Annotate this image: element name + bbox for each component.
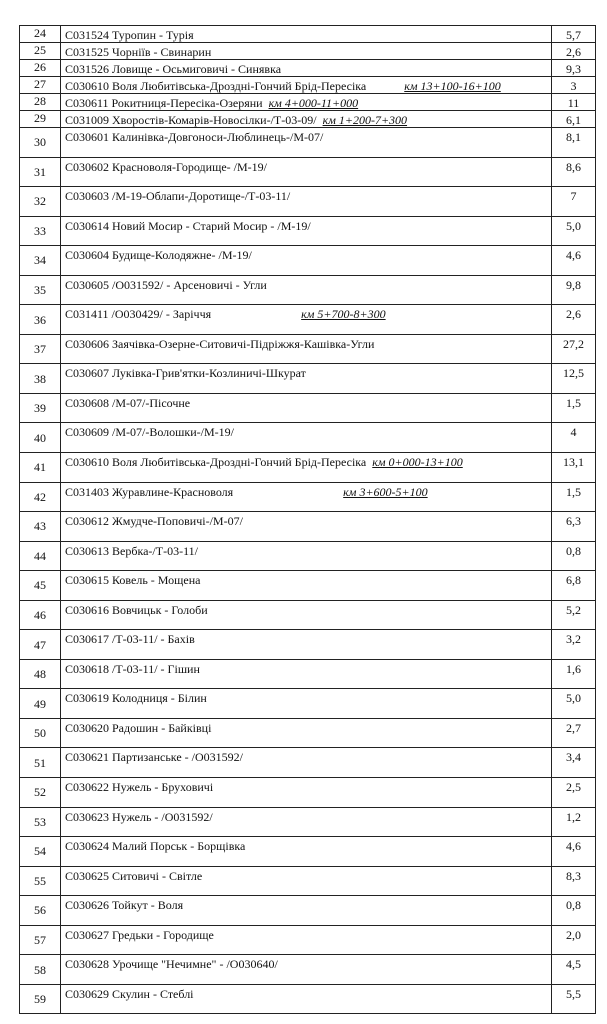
road-length: 1,5	[552, 393, 596, 423]
road-name-cell	[61, 925, 552, 955]
row-number: 37	[20, 334, 61, 364]
road-length: 12,5	[552, 364, 596, 394]
road-name: С031403 Журавлине-Красноволя	[65, 484, 234, 499]
road-name-cell	[61, 600, 552, 630]
row-number: 30	[20, 128, 61, 158]
road-name: С030628 Урочище "Нечимне" - /О030640/	[65, 957, 278, 972]
table-row	[20, 334, 596, 364]
road-name-cell	[61, 453, 552, 483]
row-number: 48	[20, 659, 61, 689]
table-row	[20, 364, 596, 394]
table-row	[20, 246, 596, 276]
row-number: 41	[20, 453, 61, 483]
road-name: С030626 Тойкут - Воля	[65, 898, 184, 913]
row-number: 43	[20, 512, 61, 542]
road-length: 2,5	[552, 778, 596, 808]
road-length: 8,1	[552, 128, 596, 158]
row-number: 59	[20, 984, 61, 1014]
road-name: С030607 Луківка-Грив'ятки-Козлиничі-Шкурат	[65, 366, 306, 381]
table-row	[20, 718, 596, 748]
road-name: С030608 /М-07/-Пісочне	[65, 395, 191, 410]
road-length: 2,7	[552, 718, 596, 748]
road-name: С030602 Красноволя-Городище- /М-19/	[65, 159, 267, 174]
row-number: 58	[20, 955, 61, 985]
road-name-cell	[61, 157, 552, 187]
road-length: 6,3	[552, 512, 596, 542]
table-row	[20, 807, 596, 837]
table-row	[20, 748, 596, 778]
row-number: 36	[20, 305, 61, 335]
table-row	[20, 111, 596, 128]
road-name: С031526 Ловище - Осьмиговичі - Синявка	[65, 62, 282, 76]
road-length: 5,0	[552, 689, 596, 719]
table-row	[20, 600, 596, 630]
road-name: С031525 Чорніїв - Свинарин	[65, 45, 212, 59]
row-number: 33	[20, 216, 61, 246]
row-number: 25	[20, 43, 61, 60]
road-length: 2,0	[552, 925, 596, 955]
road-length: 8,6	[552, 157, 596, 187]
road-name-cell	[61, 111, 552, 128]
road-name-cell	[61, 984, 552, 1014]
road-name-cell	[61, 630, 552, 660]
km-range: км 4+000-11+000	[268, 96, 359, 110]
road-length: 3	[552, 77, 596, 94]
table-row	[20, 216, 596, 246]
road-name: С030621 Партизанське - /О031592/	[65, 750, 243, 765]
row-number: 38	[20, 364, 61, 394]
table-body	[20, 26, 596, 1014]
road-length: 1,6	[552, 659, 596, 689]
road-length: 1,2	[552, 807, 596, 837]
road-name: С030605 /О031592/ - Арсеновичі - Угли	[65, 277, 267, 292]
road-name: С030620 Радошин - Байківці	[65, 720, 212, 735]
road-name-cell	[61, 60, 552, 77]
road-name-cell	[61, 896, 552, 926]
road-length: 4	[552, 423, 596, 453]
road-name-cell	[61, 275, 552, 305]
road-length: 5,5	[552, 984, 596, 1014]
road-name-cell	[61, 866, 552, 896]
road-name: С030604 Будище-Колодяжне- /М-19/	[65, 248, 252, 263]
row-number: 45	[20, 571, 61, 601]
road-name-cell	[61, 246, 552, 276]
table-row	[20, 866, 596, 896]
table-row	[20, 689, 596, 719]
road-length: 9,8	[552, 275, 596, 305]
road-length: 4,6	[552, 837, 596, 867]
road-name-cell	[61, 43, 552, 60]
road-length: 7	[552, 187, 596, 217]
table-row	[20, 659, 596, 689]
table-row	[20, 187, 596, 217]
road-name: С030616 Вовчицьк - Голоби	[65, 602, 208, 617]
road-length: 2,6	[552, 305, 596, 335]
road-name: С030625 Ситовичі - Світле	[65, 868, 203, 883]
road-name: С031009 Хворостів-Комарів-Новосілки-/Т-03-09/	[65, 113, 317, 127]
row-number: 49	[20, 689, 61, 719]
km-range: км 13+100-16+100	[404, 79, 501, 93]
road-name-cell	[61, 423, 552, 453]
table-row	[20, 305, 596, 335]
road-name-cell	[61, 305, 552, 335]
row-number: 26	[20, 60, 61, 77]
road-name: С030601 Калинівка-Довгоноси-Люблинець-/М-07/	[65, 130, 324, 144]
road-length: 2,6	[552, 43, 596, 60]
road-name-cell	[61, 659, 552, 689]
table-row	[20, 541, 596, 571]
road-name: С030603 /М-19-Облапи-Доротище-/Т-03-11/	[65, 189, 291, 204]
table-row	[20, 630, 596, 660]
table-row	[20, 94, 596, 111]
road-length: 0,8	[552, 541, 596, 571]
row-number: 55	[20, 866, 61, 896]
road-name-cell	[61, 94, 552, 111]
road-length: 5,7	[552, 26, 596, 43]
row-number: 31	[20, 157, 61, 187]
row-number: 47	[20, 630, 61, 660]
road-length: 6,1	[552, 111, 596, 128]
row-number: 39	[20, 393, 61, 423]
road-name: С030627 Гредьки - Городище	[65, 927, 214, 942]
road-name: С030609 /М-07/-Волошки-/М-19/	[65, 425, 234, 440]
road-name: С030614 Новий Мосир - Старий Мосир - /М-19/	[65, 218, 311, 233]
road-name: С030629 Скулин - Стеблі	[65, 986, 194, 1001]
road-name: С030615 Ковель - Мощена	[65, 573, 201, 588]
row-number: 53	[20, 807, 61, 837]
road-name-cell	[61, 571, 552, 601]
road-name-cell	[61, 26, 552, 43]
road-name-cell	[61, 334, 552, 364]
road-length: 11	[552, 94, 596, 111]
table-row	[20, 778, 596, 808]
road-name-cell	[61, 748, 552, 778]
road-length: 0,8	[552, 896, 596, 926]
road-length: 3,4	[552, 748, 596, 778]
road-name-cell	[61, 482, 552, 512]
road-name-cell	[61, 541, 552, 571]
table-row	[20, 571, 596, 601]
road-length: 9,3	[552, 60, 596, 77]
table-row	[20, 26, 596, 43]
road-name-cell	[61, 718, 552, 748]
road-name-cell	[61, 807, 552, 837]
road-name: С030619 Колодниця - Білин	[65, 691, 207, 706]
road-length: 4,6	[552, 246, 596, 276]
table-row	[20, 512, 596, 542]
table-row	[20, 482, 596, 512]
row-number: 52	[20, 778, 61, 808]
road-length: 1,5	[552, 482, 596, 512]
table-row	[20, 60, 596, 77]
road-length: 8,3	[552, 866, 596, 896]
table-row	[20, 837, 596, 867]
km-range: км 0+000-13+100	[372, 455, 463, 470]
road-name: С030618 /Т-03-11/ - Гішин	[65, 661, 200, 676]
road-name: С031524 Туропин - Турія	[65, 28, 194, 42]
road-name: С030611 Рокитниця-Пересіка-Озеряни	[65, 96, 263, 110]
road-name: С030623 Нужель - /О031592/	[65, 809, 213, 824]
road-name: С030612 Жмудче-Поповичі-/М-07/	[65, 514, 243, 529]
row-number: 29	[20, 111, 61, 128]
table-row	[20, 984, 596, 1014]
road-length: 13,1	[552, 453, 596, 483]
table-row	[20, 275, 596, 305]
row-number: 44	[20, 541, 61, 571]
table-row	[20, 157, 596, 187]
row-number: 51	[20, 748, 61, 778]
row-number: 24	[20, 26, 61, 43]
row-number: 54	[20, 837, 61, 867]
road-name-cell	[61, 216, 552, 246]
table-row	[20, 43, 596, 60]
table-row	[20, 393, 596, 423]
row-number: 27	[20, 77, 61, 94]
table-row	[20, 128, 596, 158]
table-row	[20, 896, 596, 926]
road-name: С030624 Малий Порськ - Борщівка	[65, 839, 246, 854]
road-length: 5,2	[552, 600, 596, 630]
km-range: км 5+700-8+300	[301, 307, 386, 322]
table-row	[20, 925, 596, 955]
row-number: 46	[20, 600, 61, 630]
km-range: км 1+200-7+300	[322, 113, 408, 127]
row-number: 50	[20, 718, 61, 748]
road-name-cell	[61, 187, 552, 217]
km-range: км 3+600-5+100	[343, 484, 428, 499]
road-name-cell	[61, 128, 552, 158]
road-length: 3,2	[552, 630, 596, 660]
row-number: 32	[20, 187, 61, 217]
road-list-table	[19, 25, 596, 1014]
road-name: С031411 /О030429/ - Заріччя	[65, 307, 212, 322]
table-row	[20, 453, 596, 483]
road-name: С030606 Заячівка-Озерне-Ситовичі-Підріжжя-Кашівка-Угли	[65, 336, 375, 351]
road-name-cell	[61, 689, 552, 719]
road-name-cell	[61, 77, 552, 94]
road-name: С030613 Вербка-/Т-03-11/	[65, 543, 198, 558]
road-length: 27,2	[552, 334, 596, 364]
row-number: 57	[20, 925, 61, 955]
table-row	[20, 955, 596, 985]
road-name-cell	[61, 837, 552, 867]
row-number: 42	[20, 482, 61, 512]
road-name: С030610 Воля Любитівська-Дроздні-Гончий Брід-Пересіка	[65, 455, 367, 470]
road-length: 5,0	[552, 216, 596, 246]
row-number: 35	[20, 275, 61, 305]
road-name: С030622 Нужель - Бруховичі	[65, 780, 214, 795]
road-name-cell	[61, 393, 552, 423]
row-number: 56	[20, 896, 61, 926]
row-number: 40	[20, 423, 61, 453]
road-name: С030617 /Т-03-11/ - Бахів	[65, 632, 195, 647]
road-name: С030610 Воля Любитівська-Дроздні-Гончий Брід-Пересіка	[65, 79, 367, 93]
road-name-cell	[61, 955, 552, 985]
road-name-cell	[61, 778, 552, 808]
road-length: 4,5	[552, 955, 596, 985]
road-length: 6,8	[552, 571, 596, 601]
road-name-cell	[61, 512, 552, 542]
road-name-cell	[61, 364, 552, 394]
table-row	[20, 423, 596, 453]
row-number: 34	[20, 246, 61, 276]
row-number: 28	[20, 94, 61, 111]
table-row	[20, 77, 596, 94]
